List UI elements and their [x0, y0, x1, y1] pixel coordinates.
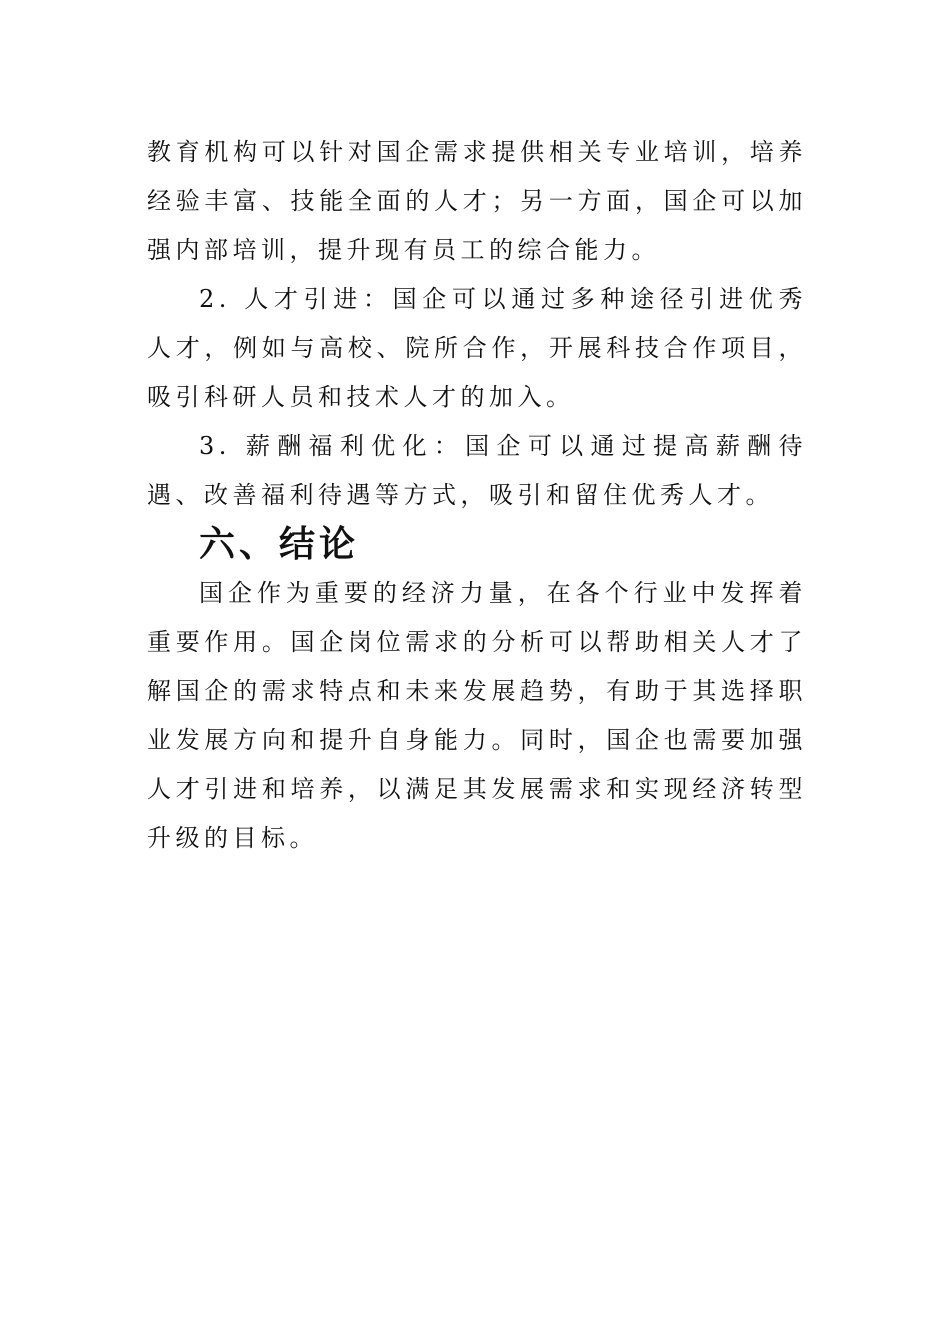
paragraph-talent-introduction: 2. 人才引进：国企可以通过多种途径引进优秀人才，例如与高校、院所合作，开展科技合作项目，吸引科研人员和技术人才的加入。 — [147, 285, 807, 411]
paragraph-training: 教育机构可以针对国企需求提供相关专业培训，培养经验丰富、技能全面的人才；另一方面，国企可以加强内部培训，提升现有员工的综合能力。 — [147, 138, 807, 264]
document-body — [147, 128, 807, 863]
paragraph-conclusion: 国企作为重要的经济力量，在各个行业中发挥着重要作用。国企岗位需求的分析可以帮助相关人才了解国企的需求特点和未来发展趋势，有助于其选择职业发展方向和提升自身能力。同时，国企也需要加强人才引进和培养，以满足其发展需求和实现经济转型升级的目标。 — [147, 579, 807, 852]
paragraph-compensation: 3. 薪酬福利优化：国企可以通过提高薪酬待遇、改善福利待遇等方式，吸引和留住优秀人才。 — [147, 432, 807, 509]
section-heading-conclusion: 六、结论 — [199, 524, 360, 565]
